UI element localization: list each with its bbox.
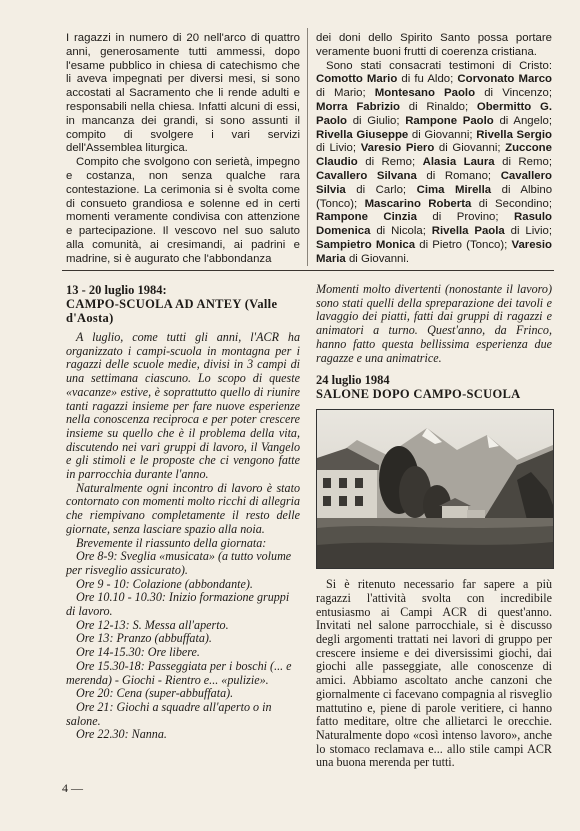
confirmed-list-column: [316, 32, 552, 267]
column-divider: [307, 28, 308, 266]
paragraph: Si è ritenuto necessario far sapere a più ragazzi l'attività svolta con incredibile entusiasmo ai Campi ACR di quest'anno. Invitati nel salone parrocchiale, si è discusso degli argomenti trattati nei lavori di gruppo per crescere insieme e dei diversissimi giochi, dai giochi alle passeggiate, alle conoscenze di amici. Abbiamo ascoltato anche canzoni che giornalmente ci facevano compagnia al risveglio mattutino e, piene di parole veritiere, ci hanno fatto meditare, oltre che allietarci le orecchie. Naturalmente dopo «così intenso lavoro», anche lo stomaco reclamava e... allo stile campi ACR una buona merenda per tutti.: [316, 577, 552, 770]
confirmed-name: Cavallero Silvana: [316, 169, 417, 182]
confirmed-name: Zuccone Claudio: [316, 142, 552, 169]
confirmed-name: Rasulo Domenica: [316, 211, 553, 238]
confirmed-names-list: [316, 60, 552, 267]
schedule-item: Ore 21: Giochi a squadre all'aperto o in salone.: [66, 699, 272, 728]
confirmed-name: Varesio Maria: [316, 238, 553, 265]
schedule-item: Ore 20: Cena (super-abbuffata).: [76, 686, 234, 701]
schedule-item: Ore 12-13: S. Messa all'aperto.: [76, 617, 229, 632]
article-body: [66, 331, 300, 550]
parent-name: di Livio: [510, 225, 549, 238]
parent-name: di Provino: [432, 211, 496, 224]
parent-name: di fu Aldo: [401, 73, 451, 86]
parent-name: di Secondino: [478, 197, 549, 210]
parent-name: di Livio: [316, 142, 353, 155]
parent-name: di Pietro (Tonco): [419, 238, 505, 251]
cresima-article-continued: [66, 32, 300, 267]
paragraph: Naturalmente ogni incontro di lavoro è stato contornato con momenti molto ricchi di allegria che riempivano completamente il resto delle giornate, senza lasciare spazio alla noia.: [66, 480, 300, 536]
confirmed-name: Rampone Paolo: [405, 114, 494, 127]
list-intro: Sono stati consacrati testimoni di Cristo:: [326, 59, 552, 72]
article-date: 13 - 20 luglio 1984:: [66, 283, 167, 297]
article-date: 24 luglio 1984: [316, 373, 390, 388]
parent-name: di Giulio: [352, 114, 397, 127]
parent-name: di Vincenzo: [484, 87, 549, 100]
parent-name: di Giovanni: [411, 128, 470, 141]
parent-name: di Mario: [316, 87, 363, 100]
parent-name: di Carlo: [356, 183, 403, 196]
schedule-item: Ore 15.30-18: Passeggiata per i boschi (... e merenda) - Giochi - Rientro e... «pulizie».: [66, 658, 292, 687]
confirmed-name: Rivella Giuseppe: [316, 128, 409, 141]
parent-name: di Romano: [426, 169, 488, 182]
paragraph: I ragazzi in numero di 20 nell'arco di quattro anni, generosamente tutti ammessi, dopo l'esame pubblico in chiesa di catechismo che li aveva impegnati per diversi mesi, si sono accostati al Sacramento che li rende adulti e responsabili nella chiesa. Infatti alcuni di essi, in mancanza dei grandi, si sono assunti il compito di svolgere i vari servizi dell'Assemblea liturgica.: [66, 32, 300, 155]
confirmed-name: Cima Mirella: [416, 183, 492, 196]
parent-name: di Angelo: [499, 114, 549, 127]
names-container: Comotto Mario di fu Aldo; Corvonato Marco di Mario; Montesano Paolo di Vincenzo; Morra Fabrizio di Rinaldo; Obermitto G. Paolo di Giulio; Rampone Paolo di Angelo; Rivella Giuseppe di Giovanni; Rivella Sergio di Livio; Varesio Piero di Giovanni; Zuccone Claudio di Remo; Alasia Laura di Remo; Cavallero Silvana di Romano; Cavallero Silvia di Carlo; Cima Mirella di Albino (Tonco); Mascarino Roberta di Secondino; Rampone Cinzia di Provino; Rasulo Domenica di Nicola; Rivella Paola di Livio; Sampietro Monica di Pietro (Tonco); Varesio Maria di Giovanni.: [316, 73, 553, 265]
confirmed-name: Corvonato Marco: [457, 73, 553, 86]
schedule-item: Ore 9 - 10: Colazione (abbondante).: [76, 576, 253, 591]
article-title: CAMPO-SCUOLA AD ANTEY (Valle d'Aosta): [66, 297, 278, 325]
salone-article-column: [316, 283, 552, 770]
schedule-item: Ore 22.30: Nanna.: [76, 727, 167, 742]
campo-scuola-article: [66, 283, 300, 742]
confirmed-name: Rampone Cinzia: [316, 211, 417, 224]
parent-name: di Remo: [502, 156, 549, 169]
schedule-item: Ore 14-15.30: Ore libere.: [76, 645, 200, 660]
schedule-item: Ore 13: Pranzo (abbuffata).: [76, 631, 212, 646]
confirmed-name: Montesano Paolo: [374, 87, 476, 100]
parent-name: di Rinaldo: [408, 100, 465, 113]
parent-name: di Remo: [365, 156, 412, 169]
parent-name: di Giovanni: [438, 142, 498, 155]
confirmed-name: Mascarino Roberta: [364, 197, 472, 210]
paragraph: A luglio, come tutti gli anni, l'ACR ha organizzato i campi-scuola in montagna per i ragazzi delle scuole medie, divisi in 3 campi di una settimana ciascuno. Lo scopo di queste «vacanze» estive, è soprattutto quello di riunire tanti ragazzi insieme per fare nuove esperienze nella conoscenza reciproca e per poter crescere insieme su quello che è il problema della vita, discutendo nei vari gruppi di lavoro, il Vangelo e gli stimoli e le proposte che ci vengono fatte in parrocchia durante l'anno.: [66, 330, 300, 482]
confirmed-name: Obermitto G. Paolo: [316, 100, 552, 127]
section-divider: [62, 270, 554, 271]
parent-name: di Giovanni.: [348, 252, 410, 265]
confirmed-name: Rivella Paola: [431, 225, 505, 238]
page-number: 4 —: [62, 781, 83, 795]
confirmed-name: Rivella Sergio: [476, 128, 552, 141]
paragraph: Compito che svolgono con serietà, impegno e costanza, non senza qualche rara contestazione. La cerimonia si è svolta come di consueto grandiosa e solenne ed in certi momenti veramente condivisa con attenzione e partecipazione. Il vescovo nel suo saluto alla comunità, ai cresimandi, ai padrini e madrine, si è augurato che l'abbondanza: [66, 156, 300, 265]
confirmed-name: Sampietro Monica: [316, 238, 416, 251]
paragraph: Brevemente il riassunto della giornata:: [76, 535, 267, 550]
article-title: SALONE DOPO CAMPO-SCUOLA: [316, 387, 521, 402]
mountain-village-photo: [316, 409, 554, 569]
parent-name: di Albino (Tonco): [316, 183, 553, 210]
confirmed-name: Morra Fabrizio: [316, 100, 401, 113]
campo-scuola-closing: Momenti molto divertenti (nonostante il lavoro) sono stati quelli della spreparazione dei tavoli e lavaggio dei piatti, fatti dai gruppi di ragazzi e animatori a turno. Quest'anno, da Frinco, hanno fatto questa bellissima esperienza due ragazze e una animatrice.: [316, 282, 552, 365]
confirmed-name: Comotto Mario: [316, 73, 398, 86]
daily-schedule: [66, 550, 300, 742]
schedule-item: Ore 10.10 - 10.30: Inizio formazione gruppi di lavoro.: [66, 590, 290, 619]
parent-name: di Nicola: [376, 225, 423, 238]
confirmed-name: Varesio Piero: [360, 142, 435, 155]
confirmed-name: Cavallero Silvia: [316, 169, 552, 196]
schedule-item: Ore 8-9: Sveglia «musicata» (a tutto volume per risveglio assicurato).: [66, 549, 292, 577]
paragraph: dei doni dello Spirito Santo possa portare veramente buoni frutti di coerenza cristiana.: [316, 32, 552, 58]
confirmed-name: Alasia Laura: [422, 156, 495, 169]
